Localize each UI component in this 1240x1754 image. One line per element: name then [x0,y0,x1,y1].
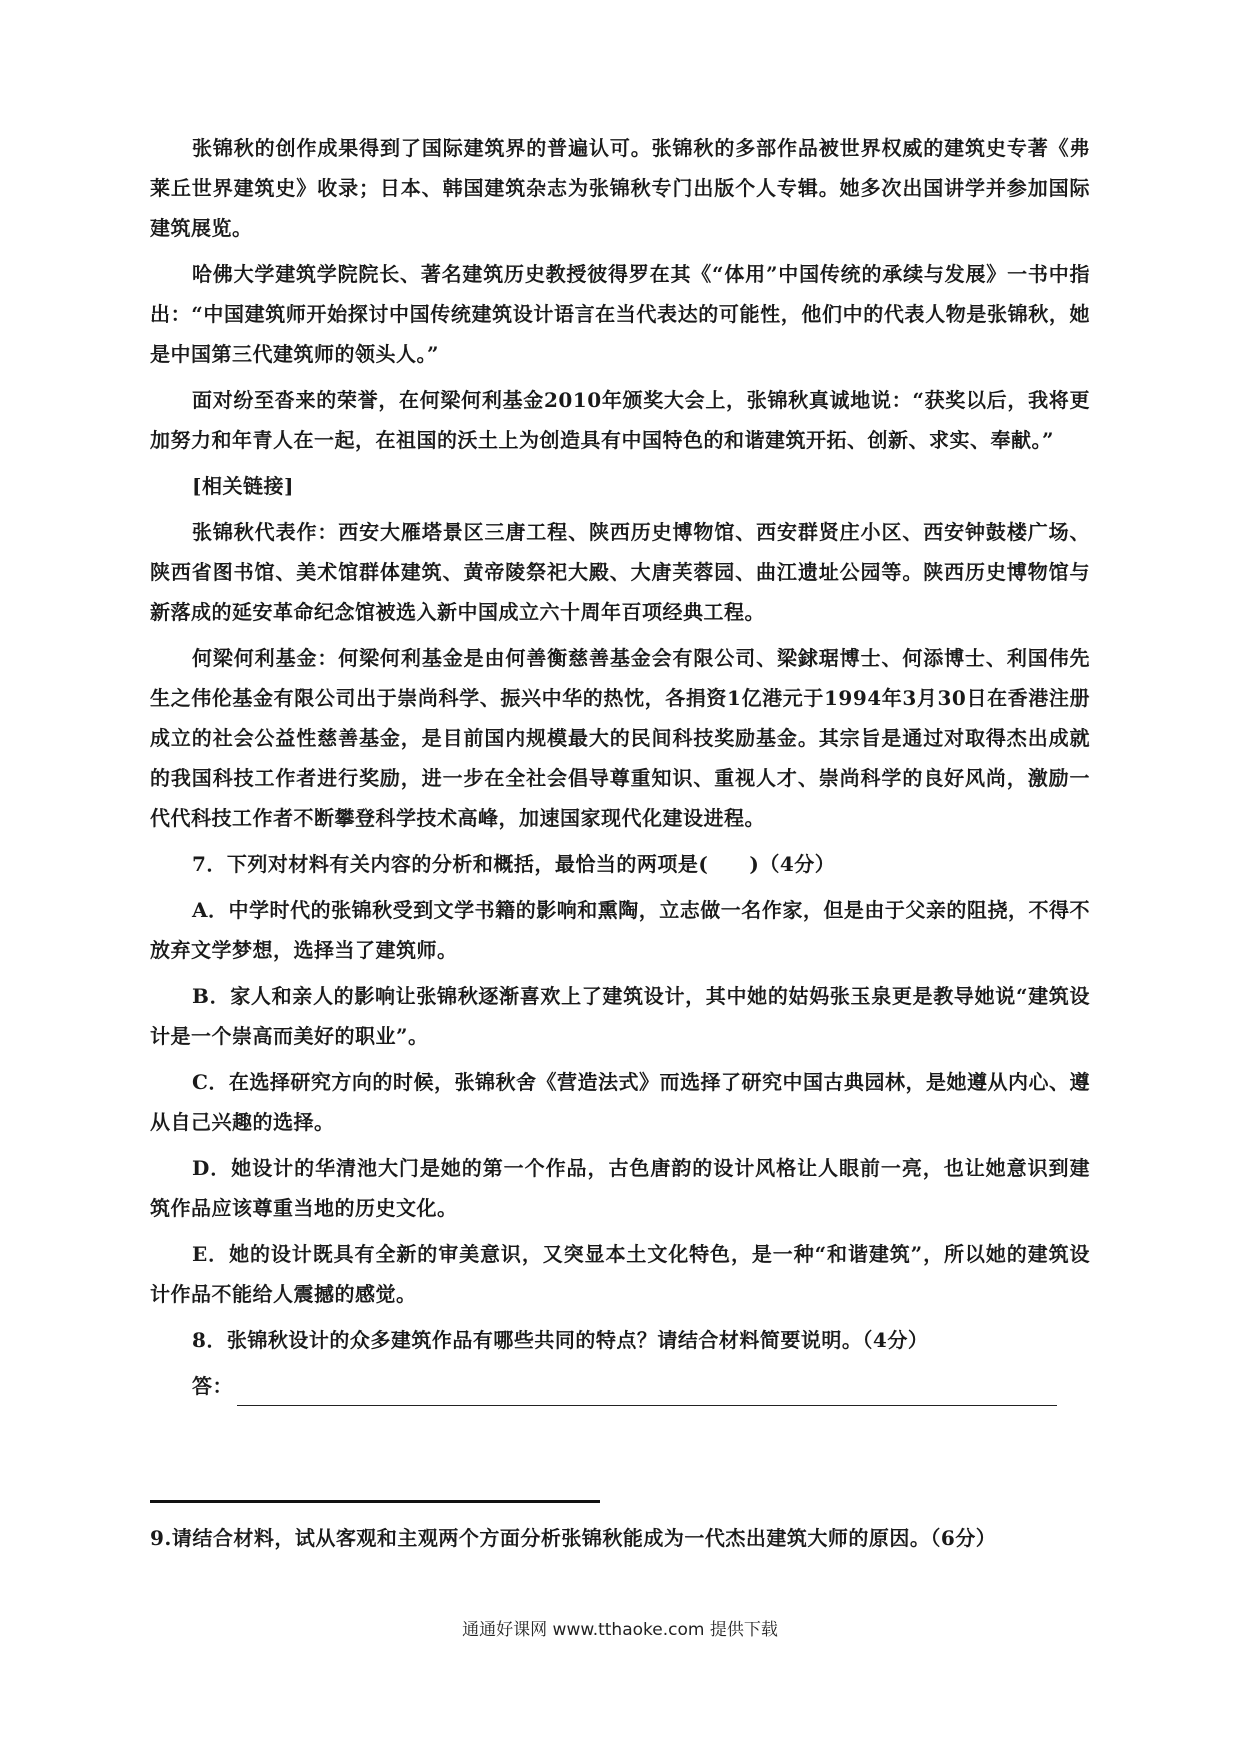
footer-source: 通通好课网 www.tthaoke.com 提供下载 [462,1620,778,1640]
question-8-answer-area [150,1366,1090,1406]
answer-blank-line[interactable] [237,1381,1057,1406]
question-7-stem: 7．下列对材料有关内容的分析和概括，最恰当的两项是( )（4分） [192,852,836,876]
question-9-stem: 9.请结合材料，试从客观和主观两个方面分析张锦秋能成为一代杰出建筑大师的原因。（6分） [150,1526,997,1550]
question-8-stem: 8．张锦秋设计的众多建筑作品有哪些共同的特点？请结合材料简要说明。（4分） [192,1328,929,1352]
question-7-option-b: B．家人和亲人的影响让张锦秋逐渐喜欢上了建筑设计，其中她的姑妈张玉泉更是教导她说“建筑设计是一个崇高而美好的职业”。 [150,984,1090,1048]
paragraph-harvard-quote: 哈佛大学建筑学院院长、著名建筑历史教授彼得罗在其《“体用”中国传统的承续与发展》一书中指出：“中国建筑师开始探讨中国传统建筑设计语言在当代表达的可能性，他们中的代表人物是张锦秋，她是中国第三代建筑师的领头人。” [150,262,1090,366]
question-7-option-e: E．她的设计既具有全新的审美意识，又突显本土文化特色，是一种“和谐建筑”，所以她的建筑设计作品不能给人震撼的感觉。 [150,1242,1090,1306]
paragraph-foundation: 何梁何利基金：何梁何利基金是由何善衡慈善基金会有限公司、梁銶琚博士、何添博士、利国伟先生之伟伦基金有限公司出于崇尚科学、振兴中华的热忱，各捐资1亿港元于1994年3月30日在香港注册成立的社会公益性慈善基金，是目前国内规模最大的民间科技奖励基金。其宗旨是通过对取得杰出成就的我国科技工作者进行奖励，进一步在全社会倡导尊重知识、重视人才、崇尚科学的良好风尚，激励一代代科技工作者不断攀登科学技术高峰，加速国家现代化建设进程。 [150,646,1090,830]
main-text [150,128,1090,1406]
paragraph-representative-works: 张锦秋代表作：西安大雁塔景区三唐工程、陕西历史博物馆、西安群贤庄小区、西安钟鼓楼广场、陕西省图书馆、美术馆群体建筑、黄帝陵祭祀大殿、大唐芙蓉园、曲江遗址公园等。陕西历史博物馆与新落成的延安革命纪念馆被选入新中国成立六十周年百项经典工程。 [150,520,1090,624]
paragraph-award-speech: 面对纷至沓来的荣誉，在何梁何利基金2010年颁奖大会上，张锦秋真诚地说：“获奖以后，我将更加努力和年青人在一起，在祖国的沃土上为创造具有中国特色的和谐建筑开拓、创新、求实、奉献。” [150,388,1090,452]
question-7-option-a: A．中学时代的张锦秋受到文学书籍的影响和熏陶，立志做一名作家，但是由于父亲的阻挠，不得不放弃文学梦想，选择当了建筑师。 [150,898,1090,962]
question-7-option-c: C．在选择研究方向的时候，张锦秋舍《营造法式》而选择了研究中国古典园林，是她遵从内心、遵从自己兴趣的选择。 [150,1070,1090,1134]
paragraph-recognition: 张锦秋的创作成果得到了国际建筑界的普遍认可。张锦秋的多部作品被世界权威的建筑史专著《弗莱丘世界建筑史》收录；日本、韩国建筑杂志为张锦秋专门出版个人专辑。她多次出国讲学并参加国际建筑展览。 [150,136,1090,240]
section-divider [150,1500,600,1503]
answer-label: 答： [192,1374,233,1398]
question-7-option-d: D．她设计的华清池大门是她的第一个作品，古色唐韵的设计风格让人眼前一亮，也让她意识到建筑作品应该尊重当地的历史文化。 [150,1156,1090,1220]
related-links-heading: [相关链接] [192,474,294,498]
